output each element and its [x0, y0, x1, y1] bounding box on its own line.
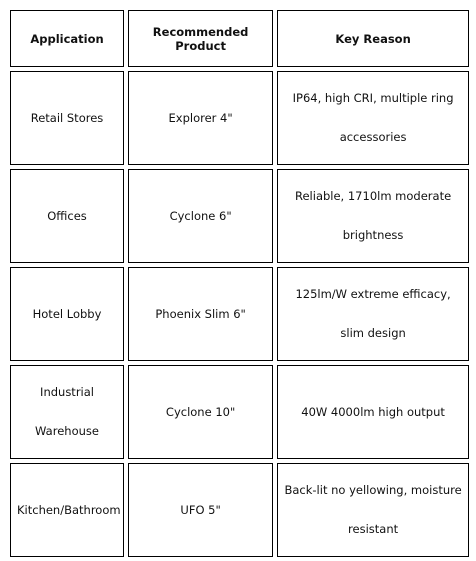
- cell-application: Industrial Warehouse: [10, 365, 124, 459]
- cell-reason: 40W 4000lm high output: [277, 365, 469, 459]
- table-row: [10, 71, 469, 165]
- cell-product: Phoenix Slim 6": [128, 267, 273, 361]
- header-key-reason: Key Reason: [277, 10, 469, 67]
- table-row: [10, 267, 469, 361]
- cell-product: Cyclone 10": [128, 365, 273, 459]
- cell-application: Kitchen/Bathroom: [10, 463, 124, 557]
- header-recommended-product: Recommended Product: [128, 10, 273, 67]
- cell-reason: 125lm/W extreme efficacy, slim design: [277, 267, 469, 361]
- recommendation-table: [6, 6, 473, 561]
- table-row: [10, 169, 469, 263]
- cell-reason: IP64, high CRI, multiple ring accessories: [277, 71, 469, 165]
- cell-application: Retail Stores: [10, 71, 124, 165]
- table-row: [10, 463, 469, 557]
- header-application: Application: [10, 10, 124, 67]
- cell-reason: Back-lit no yellowing, moisture resistant: [277, 463, 469, 557]
- table-row: [10, 365, 469, 459]
- cell-application: Offices: [10, 169, 124, 263]
- cell-product: Explorer 4": [128, 71, 273, 165]
- cell-application: Hotel Lobby: [10, 267, 124, 361]
- cell-reason: Reliable, 1710lm moderate brightness: [277, 169, 469, 263]
- cell-product: UFO 5": [128, 463, 273, 557]
- cell-product: Cyclone 6": [128, 169, 273, 263]
- header-row: [10, 10, 469, 67]
